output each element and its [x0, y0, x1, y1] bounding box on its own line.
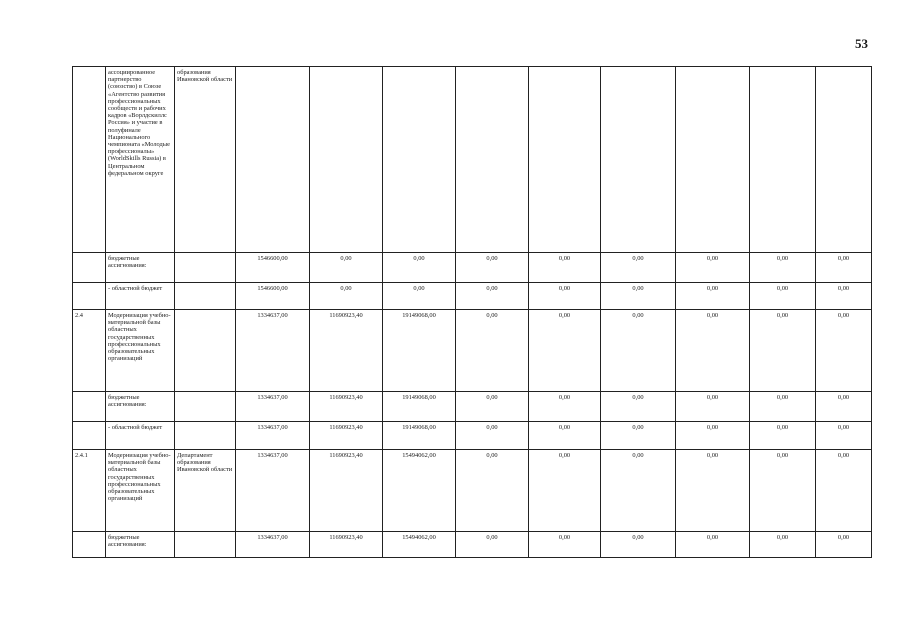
value-cell: 0,00 — [529, 392, 601, 422]
value-cell: 1334637,00 — [236, 422, 310, 450]
value-cell: 19149068,00 — [383, 392, 456, 422]
value-cell — [816, 67, 872, 253]
value-cell — [456, 67, 529, 253]
value-cell: 0,00 — [601, 450, 676, 532]
value-cell: 0,00 — [529, 532, 601, 558]
value-cell: 0,00 — [676, 253, 750, 283]
value-cell: 0,00 — [750, 450, 816, 532]
value-cell: 0,00 — [456, 253, 529, 283]
name-cell — [106, 392, 175, 422]
value-cell: 0,00 — [750, 532, 816, 558]
value-cell: 0,00 — [676, 532, 750, 558]
row-name: Модернизация учебно-материальной базы областных государственных профессиональных образовательных организаций — [108, 452, 171, 503]
value-cell: 19149068,00 — [383, 310, 456, 392]
row-name: бюджетные ассигнования: — [108, 534, 147, 549]
value-cell: 0,00 — [456, 283, 529, 310]
value-cell: 0,00 — [456, 450, 529, 532]
value-cell: 0,00 — [529, 422, 601, 450]
name-cell — [106, 450, 175, 532]
executor-cell: Департамент образования Ивановской области — [175, 450, 236, 532]
executor-cell — [175, 253, 236, 283]
row-index — [73, 253, 106, 283]
value-cell: 0,00 — [676, 422, 750, 450]
value-cell: 0,00 — [529, 283, 601, 310]
row-index — [73, 392, 106, 422]
value-cell: 15494062,00 — [383, 532, 456, 558]
value-cell: 1334637,00 — [236, 310, 310, 392]
name-cell — [106, 253, 175, 283]
name-cell — [106, 532, 175, 558]
table-row — [73, 67, 872, 253]
value-cell: 0,00 — [310, 283, 383, 310]
value-cell — [236, 67, 310, 253]
value-cell: 0,00 — [383, 283, 456, 310]
value-cell: 0,00 — [601, 422, 676, 450]
value-cell: 0,00 — [456, 532, 529, 558]
value-cell: 0,00 — [676, 283, 750, 310]
value-cell — [310, 67, 383, 253]
value-cell: 0,00 — [601, 532, 676, 558]
table-row — [73, 392, 872, 422]
row-index — [73, 422, 106, 450]
executor-cell — [175, 392, 236, 422]
table-row — [73, 422, 872, 450]
value-cell: 0,00 — [816, 283, 872, 310]
value-cell — [383, 67, 456, 253]
value-cell: 0,00 — [601, 253, 676, 283]
value-cell: 0,00 — [456, 310, 529, 392]
name-cell — [106, 283, 175, 310]
executor-cell — [175, 422, 236, 450]
value-cell: 0,00 — [750, 392, 816, 422]
value-cell: 0,00 — [816, 253, 872, 283]
value-cell: 0,00 — [750, 310, 816, 392]
value-cell: 11690923,40 — [310, 450, 383, 532]
row-name: Модернизация учебно-материальной базы областных государственных профессиональных образовательных организаций — [108, 312, 171, 363]
value-cell: 0,00 — [529, 450, 601, 532]
name-cell — [106, 310, 175, 392]
row-name: - областной бюджет — [108, 424, 163, 431]
value-cell — [676, 67, 750, 253]
value-cell: 0,00 — [750, 253, 816, 283]
row-index: 2.4.1 — [73, 450, 106, 532]
page-number: 53 — [855, 36, 868, 51]
table-row — [73, 253, 872, 283]
value-cell: 0,00 — [601, 392, 676, 422]
row-index — [73, 67, 106, 253]
value-cell: 0,00 — [750, 283, 816, 310]
value-cell: 1546600,00 — [236, 253, 310, 283]
value-cell: 11690923,40 — [310, 532, 383, 558]
value-cell: 11690923,40 — [310, 310, 383, 392]
value-cell: 0,00 — [750, 422, 816, 450]
row-index: 2.4 — [73, 310, 106, 392]
value-cell: 0,00 — [456, 392, 529, 422]
executor-cell — [175, 283, 236, 310]
value-cell: 0,00 — [456, 422, 529, 450]
table-row — [73, 450, 872, 532]
value-cell: 19149068,00 — [383, 422, 456, 450]
value-cell: 1334637,00 — [236, 532, 310, 558]
table-row — [73, 283, 872, 310]
value-cell: 0,00 — [676, 392, 750, 422]
value-cell: 0,00 — [601, 283, 676, 310]
value-cell: 0,00 — [529, 253, 601, 283]
value-cell: 1546600,00 — [236, 283, 310, 310]
executor-cell — [175, 310, 236, 392]
value-cell: 11690923,40 — [310, 392, 383, 422]
value-cell: 0,00 — [529, 310, 601, 392]
value-cell: 0,00 — [601, 310, 676, 392]
executor-cell — [175, 532, 236, 558]
value-cell: 0,00 — [676, 450, 750, 532]
executor-cell: образования Ивановской области — [175, 67, 236, 253]
value-cell: 15494062,00 — [383, 450, 456, 532]
value-cell: 0,00 — [816, 450, 872, 532]
value-cell — [529, 67, 601, 253]
value-cell — [750, 67, 816, 253]
row-index — [73, 532, 106, 558]
row-name: бюджетные ассигнования: — [108, 255, 147, 270]
value-cell: 0,00 — [816, 532, 872, 558]
row-name: ассоциированное партнерство (союзство) в Союзе «Агентство развития профессиональных сообществ и рабочих кадров «Ворлдскиллс Россия» и участие в полуфинале Национального чемпионата «Молодые профессионалы» (WorldSkills Russia) в Центральном федеральном округе — [108, 69, 170, 177]
value-cell: 11690923,40 — [310, 422, 383, 450]
value-cell: 1334637,00 — [236, 450, 310, 532]
table-row — [73, 310, 872, 392]
name-cell — [106, 67, 175, 253]
value-cell: 0,00 — [816, 392, 872, 422]
row-index — [73, 283, 106, 310]
name-cell — [106, 422, 175, 450]
value-cell: 0,00 — [383, 253, 456, 283]
value-cell: 1334637,00 — [236, 392, 310, 422]
value-cell: 0,00 — [816, 310, 872, 392]
row-name: - областной бюджет — [108, 285, 163, 292]
budget-table — [72, 66, 872, 558]
value-cell: 0,00 — [310, 253, 383, 283]
value-cell: 0,00 — [816, 422, 872, 450]
value-cell — [601, 67, 676, 253]
value-cell: 0,00 — [676, 310, 750, 392]
table-row — [73, 532, 872, 558]
row-name: бюджетные ассигнования: — [108, 394, 147, 409]
